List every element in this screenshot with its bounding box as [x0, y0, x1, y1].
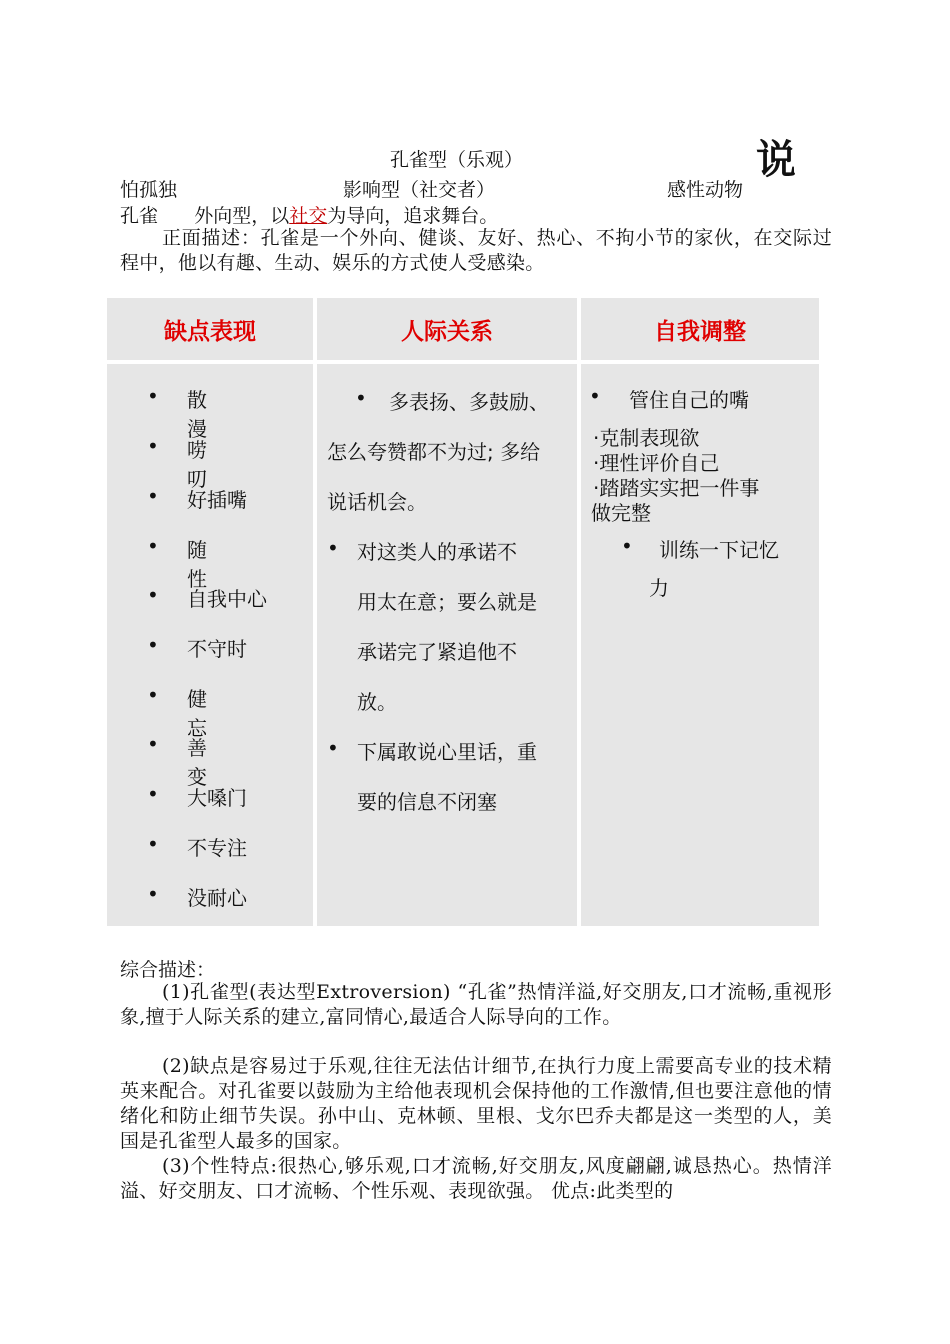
bullet-dot: •: [327, 736, 339, 760]
relationship-line: 承诺完了紧追他不: [357, 640, 517, 664]
summary-paragraph-1: (1)孔雀型(表达型Extroversion) “孔雀”热情洋溢,好交朋友,口才流畅,重视形象,擅于人际关系的建立,富同情心,最适合人际导向的工作。: [120, 981, 832, 1028]
adjust-line: 力: [649, 576, 669, 600]
header-self-adjust: 自我调整: [581, 298, 819, 360]
bullet-dot: •: [355, 386, 367, 410]
relationship-line: 下属敢说心里话，重: [357, 740, 537, 764]
relationship-line: 对这类人的承诺不: [357, 540, 517, 564]
bullet-dot: •: [327, 536, 339, 560]
relationship-line: 说话机会。: [327, 490, 427, 514]
type-line-prefix: 孔雀 外向型，以: [120, 205, 290, 227]
relationship-line: 用太在意；要么就是: [357, 590, 537, 614]
social-link[interactable]: 社交: [289, 205, 328, 227]
adjust-sub: 做完整: [591, 501, 651, 525]
bullet-dot: •: [621, 534, 633, 558]
relationships-cell: [317, 364, 577, 926]
summary-paragraph-3: (3)个性特点:很热心,够乐观,口才流畅,好交朋友,风度翩翩,诚恳热心。热情洋溢、好交朋友、口才流畅、个性乐观、表现欲强。 优点:此类型的: [120, 1155, 832, 1202]
positive-description: 正面描述：孔雀是一个外向、健谈、友好、热心、不拘小节的家伙，在交际过程中，他以有趣、生动、娱乐的方式使人受感染。: [120, 227, 832, 274]
relationship-line: 多表扬、多鼓励、: [389, 390, 549, 414]
header-relationships: 人际关系: [317, 298, 577, 360]
relationship-line: 怎么夸赞都不为过; 多给: [327, 440, 541, 464]
summary-heading: 综合描述：: [120, 959, 216, 981]
trait-left: 怕孤独: [120, 179, 178, 201]
self-adjust-cell: [581, 364, 819, 926]
adjust-sub: ·踏踏实实把一件事: [593, 476, 760, 500]
relationship-line: 要的信息不闭塞: [357, 790, 497, 814]
summary-paragraph-2: (2)缺点是容易过于乐观,往往无法估计细节,在执行力度上需要高专业的技术精英来配合。对孔雀要以鼓励为主给他表现机会保持他的工作激情,但也要注意他的情绪化和防止细节失误。孙中山、克林顿、里根、戈尔巴乔夫都是这一类型的人，美国是孔雀型人最多的国家。: [120, 1055, 832, 1152]
traits-table: [107, 298, 819, 926]
trait-middle: 影响型（社交者）: [343, 179, 496, 201]
adjust-sub: ·克制表现欲: [593, 426, 700, 450]
adjust-sub: ·理性评价自己: [593, 451, 720, 475]
relationship-line: 放。: [357, 690, 397, 714]
doc-title: 孔雀型（乐观）: [390, 149, 524, 171]
type-line-suffix: 为导向，追求舞台。: [327, 205, 499, 227]
header-weaknesses: 缺点表现: [107, 298, 313, 360]
weaknesses-cell: • 散漫 • 唠叨 • 好插嘴 • 随性 • 自我中心 • 不守时 • 健忘 • 善变 • 大嗓门 • 不专注 • 没耐心: [107, 364, 313, 926]
adjust-line: 训练一下记忆: [659, 538, 779, 562]
trait-right: 感性动物: [667, 179, 744, 201]
bullet-dot: •: [589, 384, 601, 408]
adjust-line: 管住自己的嘴: [629, 388, 749, 412]
type-line: [120, 201, 498, 228]
large-character: 说: [756, 137, 796, 183]
